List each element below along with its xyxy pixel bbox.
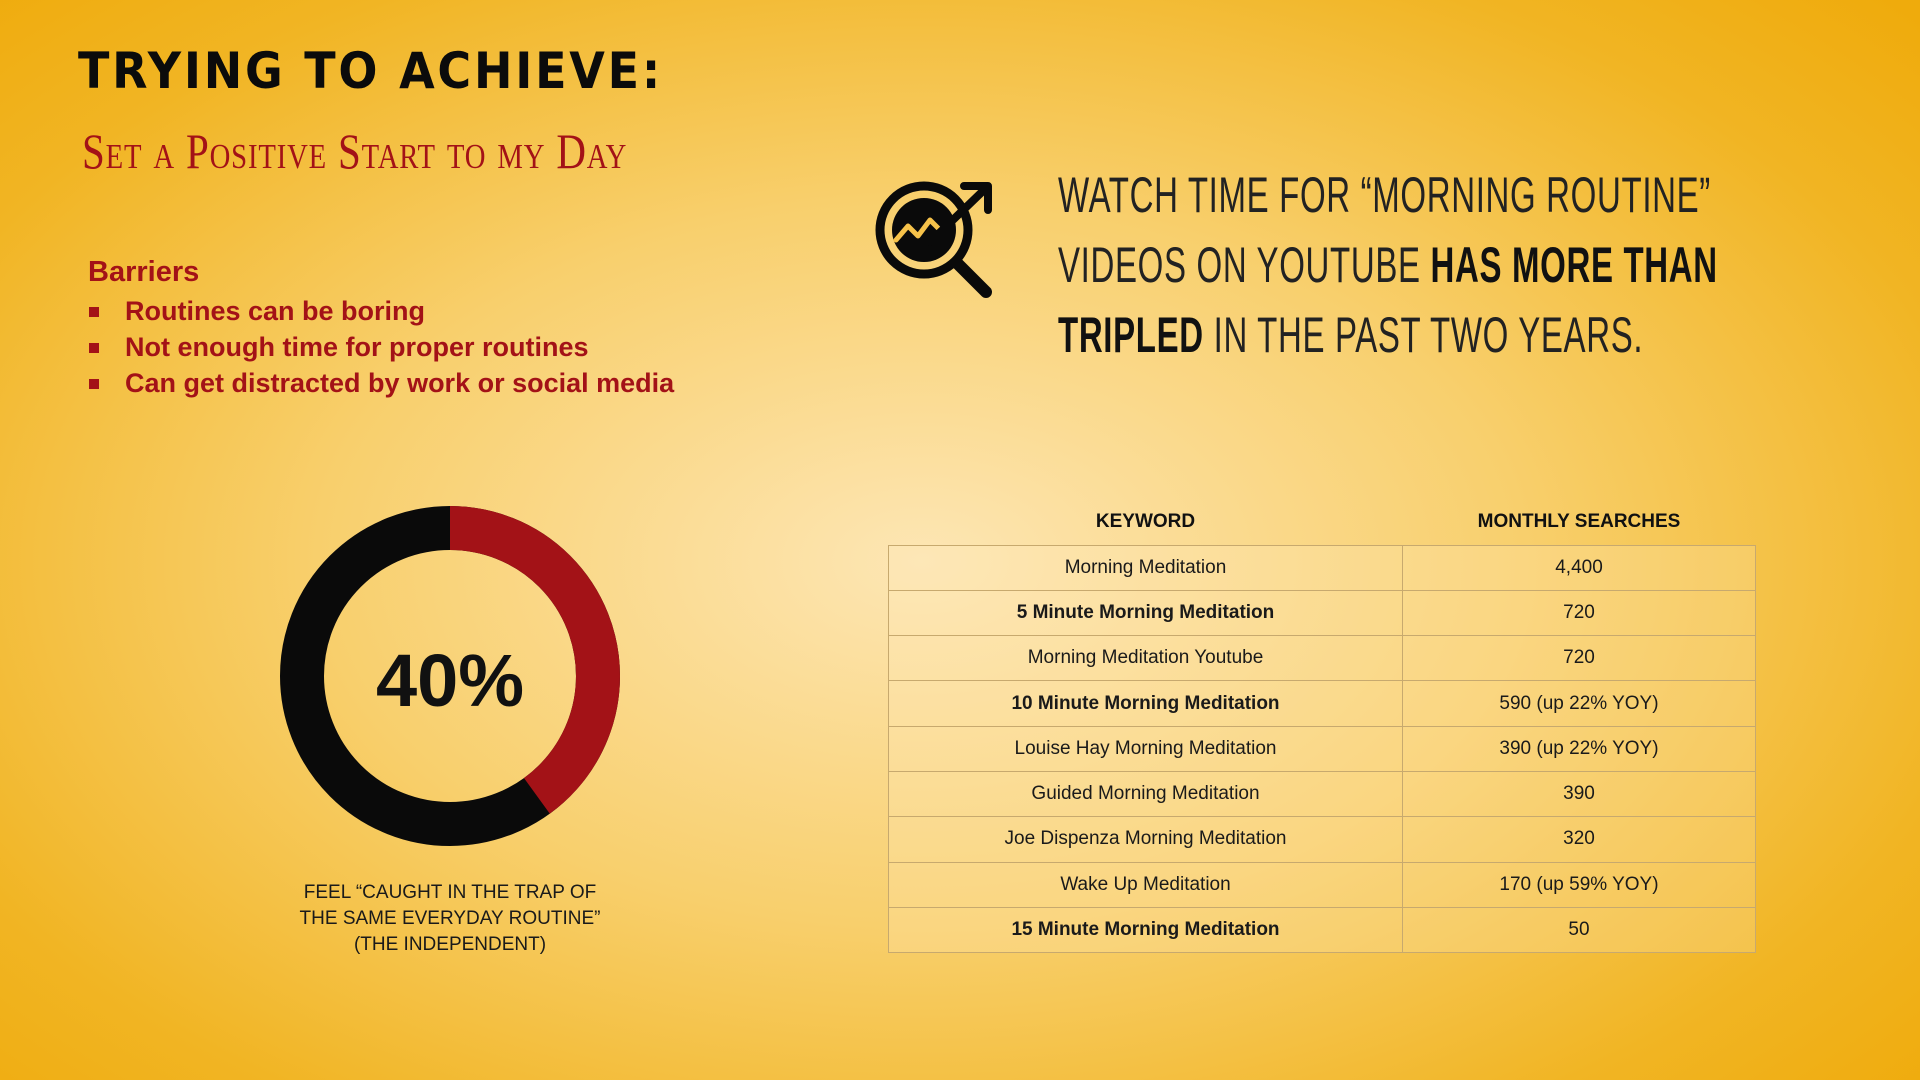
barrier-item (88, 365, 674, 401)
keyword-cell: Joe Dispenza Morning Meditation (889, 817, 1403, 862)
slide-subtitle: Set a Positive Start to my Day (82, 123, 628, 179)
stat-text-part2: IN THE PAST TWO YEARS. (1203, 307, 1644, 363)
searches-cell: 720 (1403, 636, 1756, 681)
keyword-table (888, 500, 1756, 953)
table-row (889, 681, 1756, 726)
table-row (889, 636, 1756, 681)
table-row (889, 590, 1756, 635)
searches-cell: 50 (1403, 907, 1756, 952)
keyword-cell: Morning Meditation (889, 545, 1403, 590)
barriers-heading: Barriers (88, 256, 200, 288)
keyword-cell: 15 Minute Morning Meditation (889, 907, 1403, 952)
searches-cell: 390 (1403, 771, 1756, 816)
barrier-item (88, 329, 674, 365)
table-row (889, 862, 1756, 907)
searches-cell: 320 (1403, 817, 1756, 862)
keyword-cell: Guided Morning Meditation (889, 771, 1403, 816)
barriers-list (88, 293, 674, 401)
keyword-cell: 5 Minute Morning Meditation (889, 590, 1403, 635)
keyword-cell: 10 Minute Morning Meditation (889, 681, 1403, 726)
barrier-text: Can get distracted by work or social media (125, 368, 675, 398)
searches-cell: 720 (1403, 590, 1756, 635)
donut-percentage-label: 40% (375, 639, 525, 722)
barrier-text: Not enough time for proper routines (125, 332, 589, 362)
table-row (889, 545, 1756, 590)
keyword-cell: Wake Up Meditation (889, 862, 1403, 907)
keyword-cell: Morning Meditation Youtube (889, 636, 1403, 681)
searches-cell: 590 (up 22% YOY) (1403, 681, 1756, 726)
square-bullet-icon (89, 343, 99, 353)
table-row (889, 907, 1756, 952)
magnifier-trend-up-icon (872, 178, 1002, 304)
searches-cell: 390 (up 22% YOY) (1403, 726, 1756, 771)
donut-caption (270, 880, 630, 958)
column-header-monthly-searches: MONTHLY SEARCHES (1477, 511, 1681, 533)
column-header-keyword: KEYWORD (1095, 511, 1196, 533)
stat-text-part1: WATCH TIME FOR “MORNING ROUTINE” VIDEOS ON YOUTUBE (1058, 167, 1711, 293)
table-header-row (889, 500, 1756, 545)
youtube-stat-text (1058, 160, 1777, 370)
donut-caption-line: THE SAME EVERYDAY ROUTINE” (299, 908, 601, 929)
searches-cell: 4,400 (1403, 545, 1756, 590)
table-row (889, 771, 1756, 816)
donut-caption-line: (THE INDEPENDENT) (353, 934, 547, 955)
slide-title: TRYING TO ACHIEVE: (78, 42, 663, 100)
table-row (889, 817, 1756, 862)
donut-caption-line: FEEL “CAUGHT IN THE TRAP OF (303, 882, 597, 903)
searches-cell: 170 (up 59% YOY) (1403, 862, 1756, 907)
barrier-item (88, 293, 674, 329)
square-bullet-icon (89, 307, 99, 317)
keyword-cell: Louise Hay Morning Meditation (889, 726, 1403, 771)
square-bullet-icon (89, 379, 99, 389)
barrier-text: Routines can be boring (125, 296, 426, 326)
stat-text-emphasis: HAS MORE THAN TRIPLED (1058, 237, 1718, 363)
table-row (889, 726, 1756, 771)
barriers-section (88, 256, 674, 401)
